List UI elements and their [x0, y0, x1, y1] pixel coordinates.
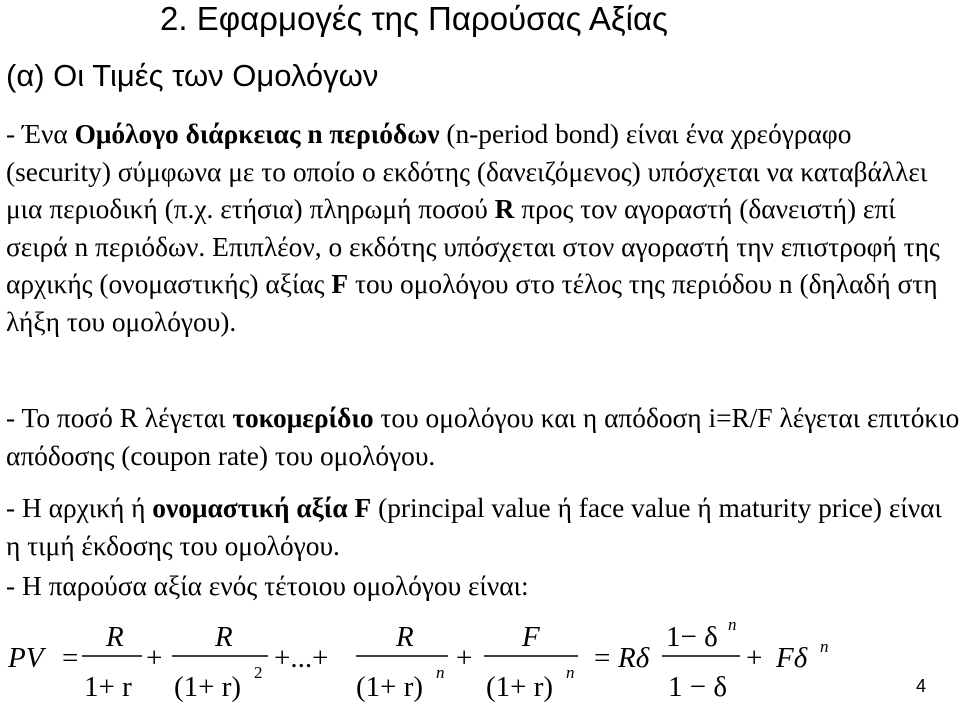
fraction2-denominator: (1+ r)	[174, 671, 242, 703]
text-span: του ομολόγου και η απόδοση i=R/F λέγεται επιτόκιο απόδοσης (coupon rate) του ομολόγου.	[6, 403, 960, 471]
bold-term: Ομόλογο διάρκειας n περιόδων	[74, 119, 440, 149]
formula-pv: PV	[8, 642, 44, 674]
paragraph-coupon	[6, 400, 960, 475]
fraction1-numerator: R	[106, 621, 124, 653]
fraction1-denominator: 1+ r	[84, 671, 132, 703]
formula-f-delta-exponent: n	[820, 637, 829, 656]
paragraph-present-value: - Η παρούσα αξία ενός τέτοιου ομολόγου είναι:	[6, 571, 529, 601]
fraction4-denominator: (1+ r)	[486, 671, 554, 703]
formula-dots: +...+	[274, 642, 329, 674]
paragraph-face-value	[6, 490, 960, 565]
formula-equals: =	[62, 642, 79, 674]
fraction5-exponent: n	[728, 615, 737, 634]
bold-term: ονομαστική αξία F	[152, 493, 372, 523]
bold-term: R	[494, 194, 515, 224]
text-span: - Το ποσό R λέγεται	[6, 403, 233, 433]
text-span: - Η αρχική ή	[6, 493, 153, 523]
present-value-formula	[0, 612, 960, 704]
formula-f-delta: Fδ	[776, 642, 808, 674]
fraction5-denominator: 1 − δ	[668, 671, 728, 703]
bold-term: F	[331, 269, 349, 299]
text-span: (n-period bond) είναι ένα χρεόγραφο (security) σύμφωνα με το οποίο ο εκδότης (δανειζόμενος) υπόσχεται να καταβάλλει μια περιοδική (π.χ. ετήσια) πληρωμή ποσού	[6, 119, 928, 224]
formula-plus-3: +	[746, 642, 763, 674]
fraction3-denominator: (1+ r)	[356, 671, 424, 703]
page-number: 4	[915, 676, 926, 696]
formula-plus: +	[146, 642, 163, 674]
fraction3-exponent: n	[436, 663, 445, 682]
text-span: του ομολόγου στο τέλος της περιόδου n (δηλαδή στη λήξη του ομολόγου).	[6, 269, 938, 337]
slide-title: 2. Εφαρμογές της Παρούσας Αξίας	[160, 0, 668, 37]
fraction2-exponent: 2	[254, 663, 263, 682]
text-span: - Ένα	[6, 119, 75, 149]
formula-r-delta: Rδ	[618, 642, 650, 674]
formula-equals-2: =	[594, 642, 611, 674]
bold-term: τοκομερίδιο	[232, 403, 374, 433]
formula-plus-2: +	[456, 642, 473, 674]
paragraph-bond-definition	[6, 116, 960, 341]
slide-subtitle: (α) Οι Τιμές των Ομολόγων	[6, 58, 379, 93]
fraction5-numerator: 1− δ	[666, 621, 718, 653]
fraction3-numerator: R	[396, 621, 414, 653]
text-span: (principal value ή face value ή maturity price) είναι η τιμή έκδοσης του ομολόγου.	[6, 493, 942, 561]
fraction2-numerator: R	[215, 621, 233, 653]
fraction4-exponent: n	[566, 663, 575, 682]
text-span: προς τον αγοραστή (δανειστή) επί σειρά n περιόδων. Επιπλέον, ο εκδότης υπόσχεται στον αγοραστή την επιστροφή της αρχικής (ονομαστικής) αξίας	[6, 194, 940, 299]
fraction4-numerator: F	[522, 621, 540, 653]
